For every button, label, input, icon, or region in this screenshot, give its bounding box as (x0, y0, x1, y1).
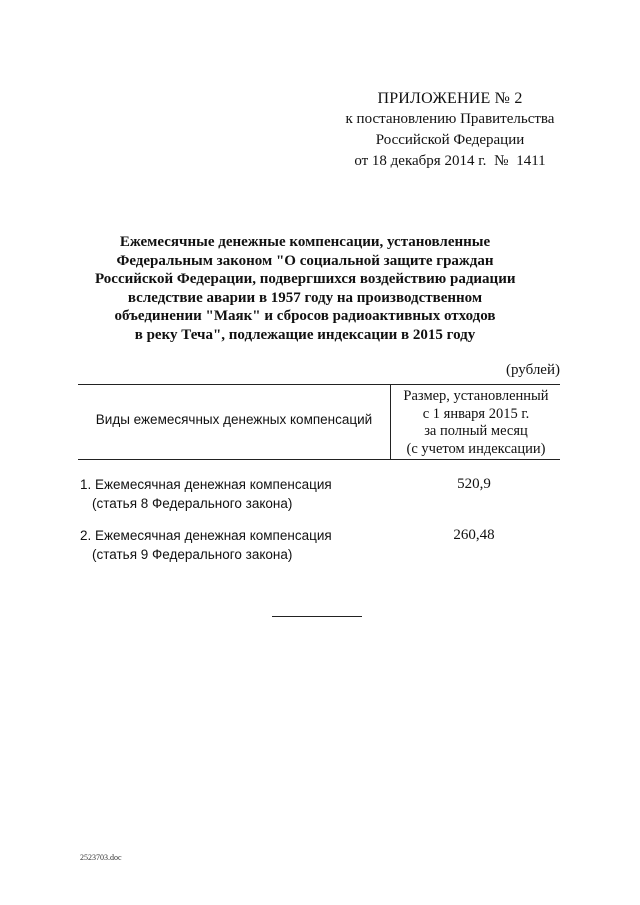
compensation-name-cell (80, 526, 380, 564)
appendix-header (330, 88, 570, 172)
title-line: Ежемесячные денежные компенсации, установленные (119, 234, 491, 250)
title-line: Российской Федерации, подвергшихся воздействию радиации (95, 271, 516, 287)
document-end-rule (272, 616, 362, 617)
column-header-amount-line: Размер, установленный (403, 388, 549, 404)
column-header-amount-line: за полный месяц (424, 423, 528, 439)
compensation-article: (статья 9 Федерального закона) (92, 547, 293, 562)
compensation-amount: 520,9 (457, 476, 491, 492)
appendix-line-1: к постановлению Правительства (345, 111, 555, 127)
appendix-line-2: Российской Федерации (375, 132, 525, 148)
compensation-name: 1. Ежемесячная денежная компенсация (80, 477, 332, 492)
title-line: Федеральным законом "О социальной защите граждан (116, 252, 494, 269)
column-header-types: Виды ежемесячных денежных компенсаций (95, 412, 373, 427)
compensation-article: (статья 8 Федерального закона) (92, 496, 293, 511)
table-header-divider (390, 384, 391, 459)
column-header-amount (392, 388, 560, 458)
table-header-bottom-rule (78, 459, 560, 460)
appendix-date: от 18 декабря 2014 г. (354, 153, 487, 169)
compensation-name-cell (80, 475, 380, 513)
file-code: 2523703.doc (80, 853, 122, 862)
table-top-rule (78, 384, 560, 385)
appendix-title: ПРИЛОЖЕНИЕ № 2 (377, 90, 523, 107)
title-line: объединении "Маяк" и сбросов радиоактивных отходов (114, 308, 496, 324)
column-header-amount-line: (с учетом индексации) (406, 440, 546, 457)
document-title (95, 233, 515, 344)
appendix-number-sign: № (494, 153, 509, 169)
title-line: в реку Теча", подлежащие индексации в 2015 году (134, 326, 476, 343)
compensation-name: 2. Ежемесячная денежная компенсация (80, 528, 332, 543)
units-note: (рублей) (505, 362, 560, 378)
column-header-amount-line: с 1 января 2015 г. (422, 405, 530, 422)
title-line: вследствие аварии в 1957 году на производственном (127, 289, 483, 306)
appendix-date-line (330, 151, 570, 172)
appendix-number: 1411 (516, 153, 546, 169)
compensation-amount: 260,48 (453, 527, 495, 543)
